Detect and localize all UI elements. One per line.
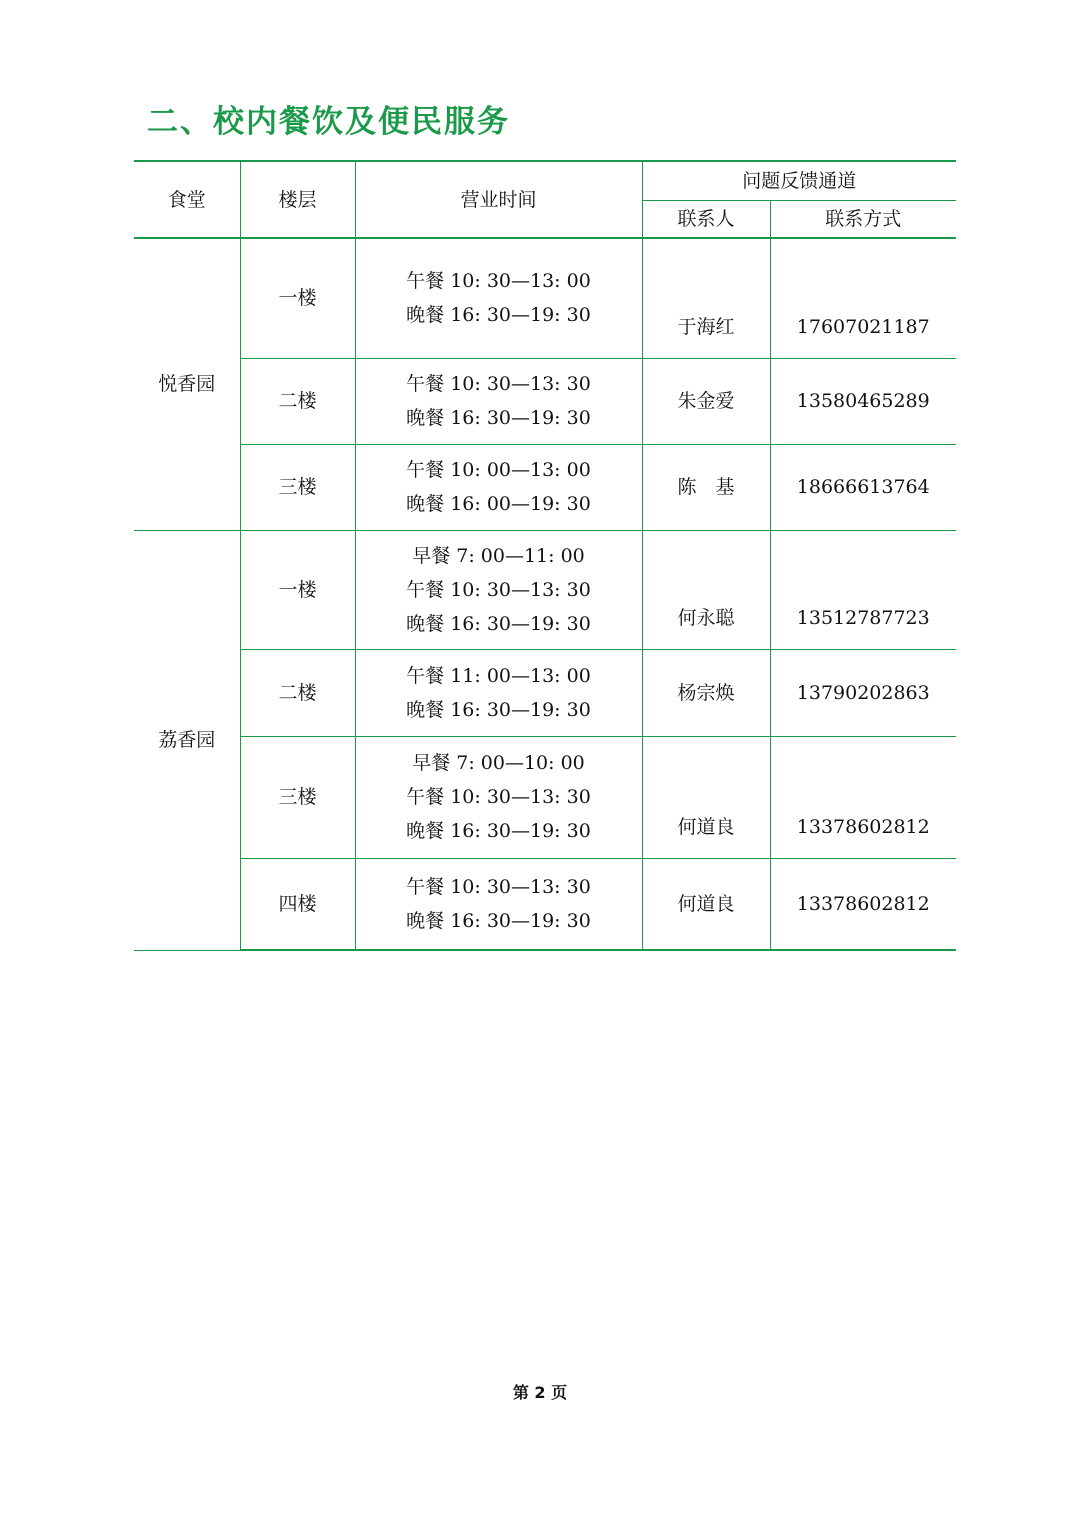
floor-cell: 二楼 [240, 649, 355, 736]
contact-phone-cell: 13580465289 [770, 358, 956, 444]
hours-cell [355, 530, 642, 649]
contact-phone-cell: 13512787723 [770, 530, 956, 649]
floor-cell: 四楼 [240, 858, 355, 950]
hours-line: 晚餐 16: 30—19: 30 [406, 407, 591, 429]
header-floor: 楼层 [240, 161, 355, 238]
contact-phone-cell: 18666613764 [770, 444, 956, 530]
page-number: 第 2 页 [512, 1383, 568, 1402]
contact-person-cell: 杨宗焕 [642, 649, 770, 736]
contact-phone-cell: 13790202863 [770, 649, 956, 736]
hours-cell [355, 444, 642, 530]
hours-line: 晚餐 16: 30—19: 30 [406, 909, 591, 932]
table-row [134, 444, 956, 530]
hours-line: 晚餐 16: 30—19: 30 [406, 304, 591, 327]
contact-person-cell: 朱金爱 [642, 358, 770, 444]
hours-line: 午餐 10: 30—13: 00 [406, 270, 591, 293]
table-row [134, 530, 956, 649]
floor-cell: 三楼 [240, 736, 355, 858]
hours-line: 早餐 7: 00—11: 00 [412, 544, 585, 567]
contact-phone-cell: 13378602812 [770, 858, 956, 950]
header-contact-person: 联系人 [642, 200, 770, 238]
canteen-name: 悦香园 [134, 238, 240, 530]
section-title: 二、校内餐饮及便民服务 [147, 104, 510, 140]
contact-person-cell: 何永聪 [642, 530, 770, 649]
hours-line: 早餐 7: 00—10: 00 [412, 752, 585, 774]
contact-phone-cell: 13378602812 [770, 736, 956, 858]
hours-cell [355, 358, 642, 444]
hours-line: 晚餐 16: 30—19: 30 [406, 612, 591, 635]
floor-cell: 一楼 [240, 530, 355, 649]
header-contact-method: 联系方式 [770, 200, 956, 238]
hours-cell [355, 238, 642, 358]
hours-line: 晚餐 16: 30—19: 30 [406, 698, 591, 721]
hours-line: 晚餐 16: 00—19: 30 [406, 493, 591, 515]
header-hours: 营业时间 [355, 161, 642, 238]
hours-line: 晚餐 16: 30—19: 30 [406, 820, 591, 842]
table-row [134, 736, 956, 858]
hours-cell [355, 649, 642, 736]
canteen-table [134, 160, 956, 951]
header-canteen: 食堂 [134, 161, 240, 238]
contact-person-cell: 何道良 [642, 858, 770, 950]
header-feedback: 问题反馈通道 [642, 161, 956, 200]
hours-cell [355, 736, 642, 858]
hours-line: 午餐 11: 00—13: 00 [406, 664, 591, 687]
hours-line: 午餐 10: 30—13: 30 [406, 786, 591, 808]
floor-cell: 二楼 [240, 358, 355, 444]
hours-cell [355, 858, 642, 950]
table-row [134, 358, 956, 444]
contact-person-cell: 于海红 [642, 238, 770, 358]
hours-line: 午餐 10: 30—13: 30 [406, 875, 591, 898]
hours-line: 午餐 10: 30—13: 30 [406, 373, 591, 395]
contact-person-cell: 何道良 [642, 736, 770, 858]
contact-phone-cell: 17607021187 [770, 238, 956, 358]
table-row [134, 238, 956, 358]
table-row [134, 858, 956, 950]
hours-line: 午餐 10: 00—13: 00 [406, 459, 591, 481]
contact-person-cell: 陈 基 [642, 444, 770, 530]
canteen-name: 荔香园 [134, 530, 240, 950]
floor-cell: 三楼 [240, 444, 355, 530]
table-row [134, 649, 956, 736]
hours-line: 午餐 10: 30—13: 30 [406, 578, 591, 601]
floor-cell: 一楼 [240, 238, 355, 358]
